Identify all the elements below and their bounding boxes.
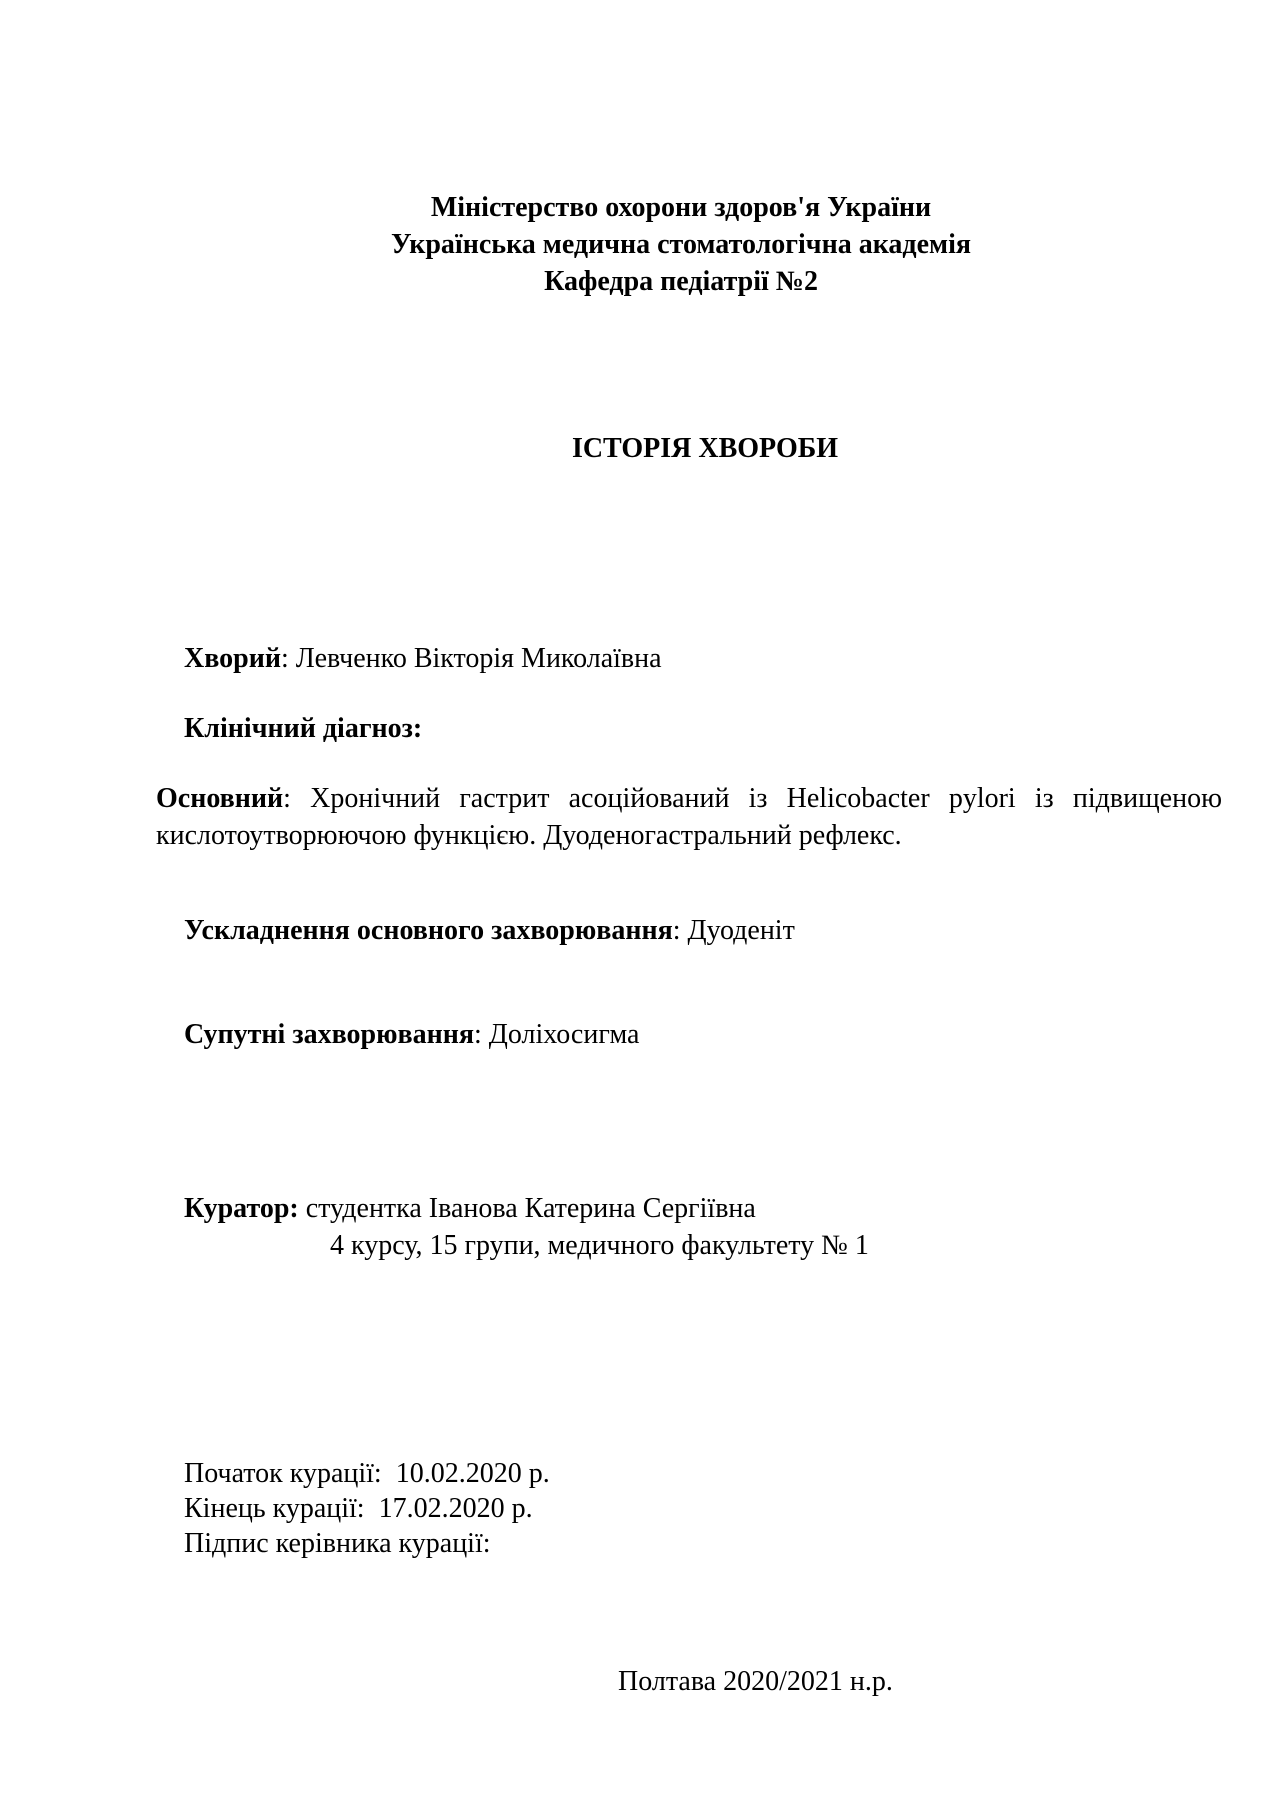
curator-name: студентка Іванова Катерина Сергіївна <box>305 1193 756 1224</box>
concomitant-label: Супутні захворювання <box>184 1019 475 1050</box>
main-diagnosis-line-1: Основний: Хронічний гастрит асоційований із Helicobacter pylori із підвищеною <box>156 783 1222 814</box>
academy-heading: Українська медична стоматологічна академія <box>390 229 972 260</box>
patient-label: Хворий <box>184 643 281 674</box>
complication-line <box>184 913 795 949</box>
footer-city-year: Полтава 2020/2021 н.р. <box>618 1666 893 1697</box>
concomitant-separator: : <box>474 1019 489 1050</box>
curation-end-line <box>184 1491 533 1527</box>
curation-start-label: Початок курації: <box>184 1458 382 1489</box>
concomitant-value: Доліхосигма <box>488 1019 640 1050</box>
curator-label: Куратор: <box>184 1193 299 1224</box>
curation-start-line <box>184 1456 550 1492</box>
main-diagnosis-text-1: Хронічний гастрит асоційований із Helicobacter pylori із підвищеною <box>310 783 1222 814</box>
patient-separator: : <box>281 643 296 674</box>
signature-label: Підпис керівника курації: <box>184 1528 491 1559</box>
complication-separator: : <box>672 915 688 946</box>
curation-end-label: Кінець курації: <box>184 1493 365 1524</box>
ministry-heading: Міністерство охорони здоров'я України <box>430 192 932 223</box>
main-diagnosis-label: Основний <box>156 783 284 814</box>
patient-line <box>184 641 662 677</box>
complication-label: Ускладнення основного захворювання <box>184 915 673 946</box>
document-title: ІСТОРІЯ ХВОРОБИ <box>571 433 839 464</box>
complication-value: Дуоденіт <box>687 915 795 946</box>
main-diagnosis-line-2: кислотоутворюючою функцією. Дуоденогастральний рефлекс. <box>156 820 902 851</box>
curation-end-value: 17.02.2020 р. <box>378 1493 533 1524</box>
curator-line-1 <box>184 1191 756 1227</box>
department-heading: Кафедра педіатрії №2 <box>544 266 818 297</box>
patient-name: Левченко Вікторія Миколаївна <box>295 643 662 674</box>
curator-line-2: 4 курсу, 15 групи, медичного факультету № 1 <box>330 1230 869 1261</box>
curation-start-value: 10.02.2020 р. <box>395 1458 550 1489</box>
concomitant-line <box>184 1017 639 1053</box>
clinical-diagnosis-label: Клінічний діагноз: <box>184 713 423 744</box>
